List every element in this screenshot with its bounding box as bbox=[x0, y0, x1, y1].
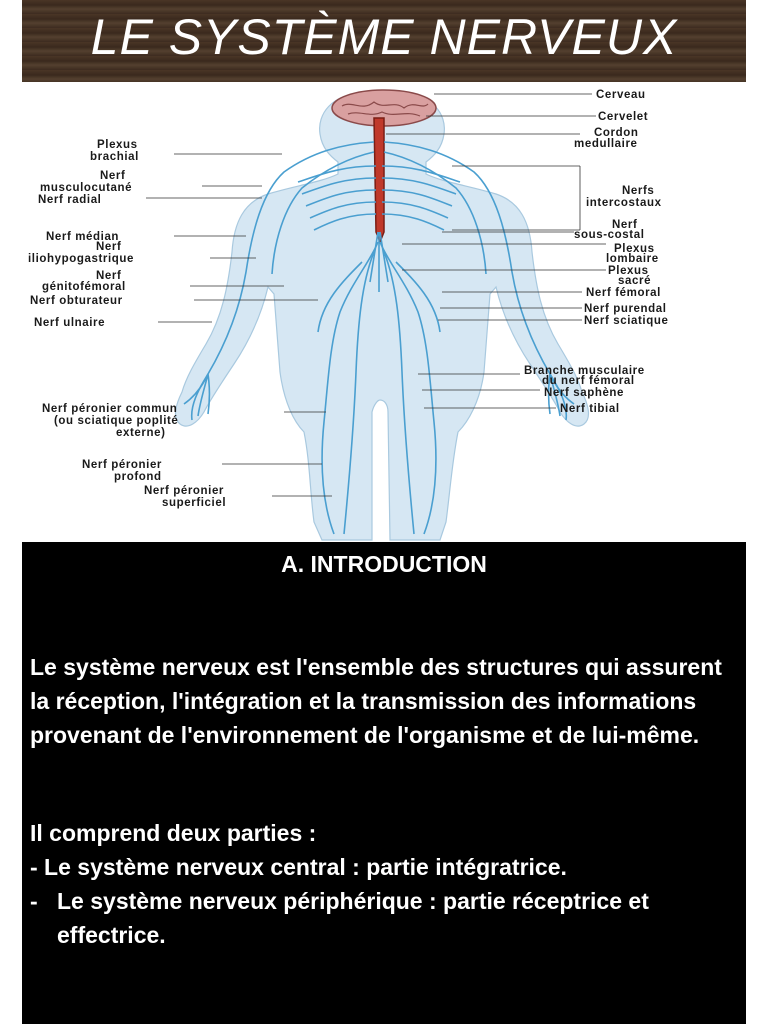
definition-paragraph: Le système nerveux est l'ensemble des structures qui assurent la réception, l'intégration et la transmission des informations provenant de l'environnement de l'organisme et de lui-même. bbox=[30, 654, 722, 748]
label-nerf-peronier: Nerf péronier bbox=[82, 459, 163, 471]
diagram-svg bbox=[22, 82, 746, 542]
nervous-system-diagram bbox=[22, 82, 746, 542]
list-item-peripheral-text: Le système nerveux périphérique : partie réceptrice et effectrice. bbox=[57, 888, 649, 948]
label-nerf-peronier: Nerf péronier bbox=[144, 485, 225, 497]
list-dash: - bbox=[30, 888, 38, 914]
label-nerf: Nerf bbox=[100, 170, 126, 182]
label-plexus: Plexus bbox=[97, 139, 138, 151]
page-title: LE SYSTÈME NERVEUX bbox=[90, 9, 678, 65]
label-nerf-purendal: Nerf purendal bbox=[584, 303, 667, 315]
label-nerf-femoral: Nerf fémoral bbox=[586, 287, 661, 299]
label-du-nerf-femoral: du nerf fémoral bbox=[542, 375, 635, 387]
right-labels bbox=[524, 89, 668, 415]
label-plexus: Plexus bbox=[614, 243, 655, 255]
page-margin-left bbox=[0, 0, 22, 1024]
introduction-section bbox=[22, 542, 746, 1024]
label-iliohypogastrique: iliohypogastrique bbox=[28, 253, 135, 265]
label-nerf: Nerf bbox=[612, 219, 638, 231]
label-intercostaux: intercostaux bbox=[586, 197, 662, 209]
label-nerfs: Nerfs bbox=[622, 185, 655, 197]
label-superficiel: superficiel bbox=[162, 497, 227, 509]
label-profond: profond bbox=[114, 471, 162, 483]
label-ou-sciatique-poplite: (ou sciatique poplité bbox=[54, 415, 179, 427]
label-cordon: Cordon bbox=[594, 127, 639, 139]
label-nerf-radial: Nerf radial bbox=[38, 194, 102, 206]
label-nerf-sciatique: Nerf sciatique bbox=[584, 315, 669, 327]
label-cerveau: Cerveau bbox=[596, 89, 646, 101]
title-banner bbox=[22, 0, 746, 82]
label-musculocutane: musculocutané bbox=[40, 182, 133, 194]
label-cervelet: Cervelet bbox=[598, 111, 649, 123]
label-nerf-saphene: Nerf saphène bbox=[544, 387, 625, 399]
label-sacre: sacré bbox=[618, 275, 652, 287]
list-item-peripheral bbox=[30, 884, 740, 952]
page-margin-right bbox=[746, 0, 768, 1024]
label-nerf: Nerf bbox=[96, 270, 122, 282]
section-title: A. INTRODUCTION bbox=[281, 551, 487, 577]
label-brachial: brachial bbox=[90, 151, 139, 163]
label-lombaire: lombaire bbox=[606, 253, 659, 265]
parts-intro: Il comprend deux parties : bbox=[30, 820, 317, 846]
label-nerf-median: Nerf médian bbox=[46, 231, 120, 243]
label-nerf-peronier-commun: Nerf péronier commun bbox=[42, 403, 178, 415]
label-branche-musculaire: Branche musculaire bbox=[524, 365, 645, 377]
label-nerf: Nerf bbox=[96, 241, 122, 253]
label-genitofemoral: génitofémoral bbox=[42, 281, 126, 293]
left-labels bbox=[28, 139, 226, 509]
label-sous-costal: sous-costal bbox=[574, 229, 645, 241]
list-item-central: - Le système nerveux central : partie intégratrice. bbox=[30, 854, 567, 880]
label-medullaire: medullaire bbox=[574, 138, 638, 150]
label-nerf-tibial: Nerf tibial bbox=[560, 403, 620, 415]
label-nerf-obturateur: Nerf obturateur bbox=[30, 295, 123, 307]
label-nerf-ulnaire: Nerf ulnaire bbox=[34, 317, 106, 329]
label-externe: externe) bbox=[116, 427, 166, 439]
label-plexus: Plexus bbox=[608, 265, 649, 277]
spinal-cord bbox=[374, 118, 384, 242]
